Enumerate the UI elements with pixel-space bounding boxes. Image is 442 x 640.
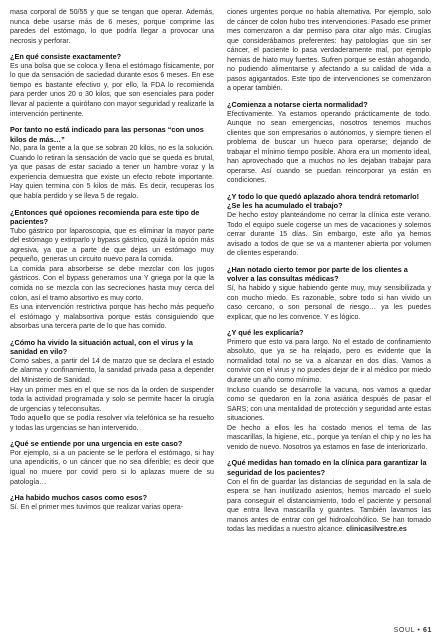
magazine-name: SOUL <box>393 627 415 634</box>
page-number: 61 <box>423 627 432 634</box>
footer-separator: • <box>414 627 423 634</box>
body-paragraph <box>10 357 214 386</box>
question-heading <box>227 192 431 211</box>
body-paragraph <box>227 8 431 94</box>
paragraph-text: Efectivamente. Ya estamos operando prácticamente de todo. Aunque no sean emergencias, nosotros tenemos muchos clientes que son empresarios o autónomos, y siempre tienen el problema de buscar un hueco para operarse; dejando de trabajar el mínimo tiempo posible. Ahora era un momento ideal, han aprovechado que a muchos no les dejaban trabajar para operarse. Así cuando se puedan reincorporar ya están en condiciones. <box>227 109 431 185</box>
heading-text: ¿Comienza a notarse cierta normalidad? <box>227 99 368 109</box>
right-column <box>227 8 431 535</box>
question-heading <box>10 439 214 449</box>
body-paragraph <box>227 110 431 186</box>
left-column <box>10 8 214 512</box>
question-heading <box>10 493 214 503</box>
paragraph-text: Sí, ha habido y sigue habiendo gente muy, muy sensibilizada y con mucho miedo. Es razonable, sobre todo si han vivido un caso cercano, o son personal de riesgo… ya les puedes explicar, que no les convence. Y es lógico. <box>227 284 431 321</box>
paragraph-text: Sí. En el primer mes tuvimos que realizar varias opera- <box>10 502 184 511</box>
paragraph-text: Con el fin de guardar las distancias de seguridad en la sala de espera se han inutilizado asientos, hemos marcado el suelo para conseguir el distanciamiento, todo el paciente y personal que entra lleva mascarilla y guantes. También lavamos las manos antes de entrar con gel hidroalcohólico. Se han tomado todas las medidas a nuestro alcance. <box>227 477 431 534</box>
question-heading <box>10 52 214 62</box>
page-footer <box>394 627 432 634</box>
body-paragraph <box>227 478 431 535</box>
body-paragraph <box>10 414 214 433</box>
question-heading <box>227 458 431 477</box>
heading-text: ¿Han notado cierto temor por parte de los clientes a volver a las consultas médicas? <box>227 264 408 284</box>
question-heading <box>227 265 431 284</box>
heading-text: ¿Ha habido muchos casos como esos? <box>10 493 148 503</box>
heading-text: ¿Qué medidas han tomado en la clínica para garantizar la seguridad de los pacientes? <box>227 458 427 477</box>
body-paragraph <box>10 227 214 265</box>
question-heading <box>227 100 431 110</box>
heading-text: ¿Cómo ha vivido la situación actual, con el virus y la sanidad en vilo? <box>10 337 193 357</box>
body-paragraph <box>10 386 214 415</box>
paragraph-text: ciones urgentes porque no había alternativa. Por ejemplo, solo de cáncer de colon hubo tres intervenciones. Pasado ese primer mes comenzaron a dar permiso para citar algo más. Cirugías que considerábamos preferentes: hay patologías que sin ser cáncer, el paciente lo pasa verdaderamente mal, por ejemplo hernias de hiato muy fuertes. Sufren porque se están ahogando, no pudiendo alimentarse y afectando a su calidad de vida a pasos agigantados. Este tipo de intervenciones se comenzaron a operar también. <box>227 8 431 93</box>
heading-text: ¿Y qué les explicaría? <box>227 328 304 338</box>
paragraph-text: De hecho estoy planteándome no cerrar la clínica este verano. Todo el equipo suele cogerse un mes de vacaciones y solemos cerrar durante 15 días. Sin embargo, este año ya hemos avisado a todos de que se va a mantener abierta por volumen de clientes esperando. <box>227 211 431 258</box>
body-paragraph <box>10 303 214 332</box>
heading-text: ¿Qué se entiende por una urgencia en este caso? <box>10 439 183 449</box>
paragraph-text: Todo aquello que se podía resolver vía telefónica se ha resuelto y todas las urgencias se han intervenido. <box>10 414 214 432</box>
body-paragraph <box>10 449 214 487</box>
body-paragraph <box>227 284 431 322</box>
question-heading <box>10 208 214 227</box>
heading-text: ¿Entonces qué opciones recomienda para este tipo de pacientes? <box>10 207 200 227</box>
paragraph-text: No, para la gente a la que se sobran 20 kilos, no es la solución. Cuando lo retiran la sensación de vacío que se queda es brutal, ya que pasas de estar saciado a tener un hambre voraz y la experiencia demuestra que existe un efecto rebote importante. Hay quien termina con 5 kilos de más. Es decir, recuperas los que había perdido y se lleva 5 de regalo. <box>10 144 214 200</box>
paragraph-text: masa corporal de 50/55 y que se tengan que operar. Además, nunca debe usarse más de 6 meses, porque comprime las paredes del estómago, lo que podría llegar a provocar una necrosis y perforar. <box>10 8 214 45</box>
question-heading <box>10 125 214 144</box>
heading-text: ¿Y todo lo que quedó aplazado ahora tendrá retomarlo! ¿Se les ha acumulado el trabajo? <box>227 191 420 211</box>
paragraph-text: Por ejemplo, si a un paciente se le perfora el estómago, si hay una apendicitis, o un cáncer que no sea diferible; es decir que igual no muere por covid pero si lo aplazas muere de su patología… <box>10 448 214 486</box>
paragraph-text: De hecho a ellos les ha costado menos el tema de las mascarillas, la higiene, etc., porque ya tenían el chip y no les ha venido de nuevo. Nosotros ya estamos en fase de interiorizarlo. <box>227 423 431 451</box>
body-paragraph <box>227 338 431 386</box>
body-paragraph <box>227 424 431 453</box>
heading-text: Por tanto no está indicado para las personas “con unos kilos de más…” <box>10 125 204 144</box>
paragraph-text: Como sabes, a partir del 14 de marzo que se declara el estado de alarma y confinamiento, la sanidad privada pasa a depender del Ministerio de Sanidad. <box>10 356 214 385</box>
body-paragraph <box>10 144 214 201</box>
body-paragraph <box>10 503 214 513</box>
question-heading <box>227 328 431 338</box>
paragraph-text: La comida para absorberse se debe mezclar con los jugos gástricos. Con el bypass generamos una Y griega por la que la comida no se mezcla con las secreciones hasta muy cerca del colon, así el tramo absortivo es muy corto. <box>10 264 214 302</box>
website-link[interactable]: clinicasilvestre.es <box>346 525 407 534</box>
paragraph-text: Incluso cuando se desarrolle la vacuna, nos vamos a quedar como se quedaron en la zona asiática después de pasar el SARS; con una mentalidad de protección y seguridad ante estas situaciones. <box>227 385 431 423</box>
paragraph-text: Primero que esto va para largo. No el estado de confinamiento absoluto, que ya se ha relajado, pero es evidente que la normalidad total no se va a alcanzar en dos días. Vamos a convivir con el virus y no puedes dejar de ir al médico por miedo durante un año como mínimo. <box>227 337 431 384</box>
body-paragraph <box>10 62 214 119</box>
paragraph-text: Hay un primer mes en el que se nos da la orden de suspender toda la actividad programada y solo se permite hacer la cirugía de urgencias y teleconsultas. <box>10 385 214 413</box>
body-paragraph <box>227 386 431 424</box>
paragraph-text: Es una intervención restrictiva porque has hecho más pequeño el estómago y malabsortiva porque estás consiguiendo que absorbas una tercera parte de lo que has comido. <box>10 303 214 331</box>
heading-text: ¿En qué consiste exactamente? <box>10 52 122 62</box>
paragraph-text: Es una bolsa que se coloca y llena el estómago físicamente, por lo que da sensación de saciedad durante esos 6 meses. En ese tiempo es bastante efectivo y, por ello, la FDA lo recomienda para perder unos 20 o 30 kilos, que son esenciales para poder llevar al paciente a quirófano con mayor seguridad y realizarle la intervención pertinente. <box>10 61 214 118</box>
body-paragraph <box>10 8 214 46</box>
body-paragraph <box>10 265 214 303</box>
body-paragraph <box>227 211 431 259</box>
paragraph-text: Tubo gástrico por laparoscopia, que es eliminar la mayor parte del estómago y extirparlo y bypass gástrico, quizá la opción más agresiva, ya que a parte de que dejas un estómago muy pequeño, generas un circuito nuevo para la comida. <box>10 226 214 264</box>
question-heading <box>10 338 214 357</box>
